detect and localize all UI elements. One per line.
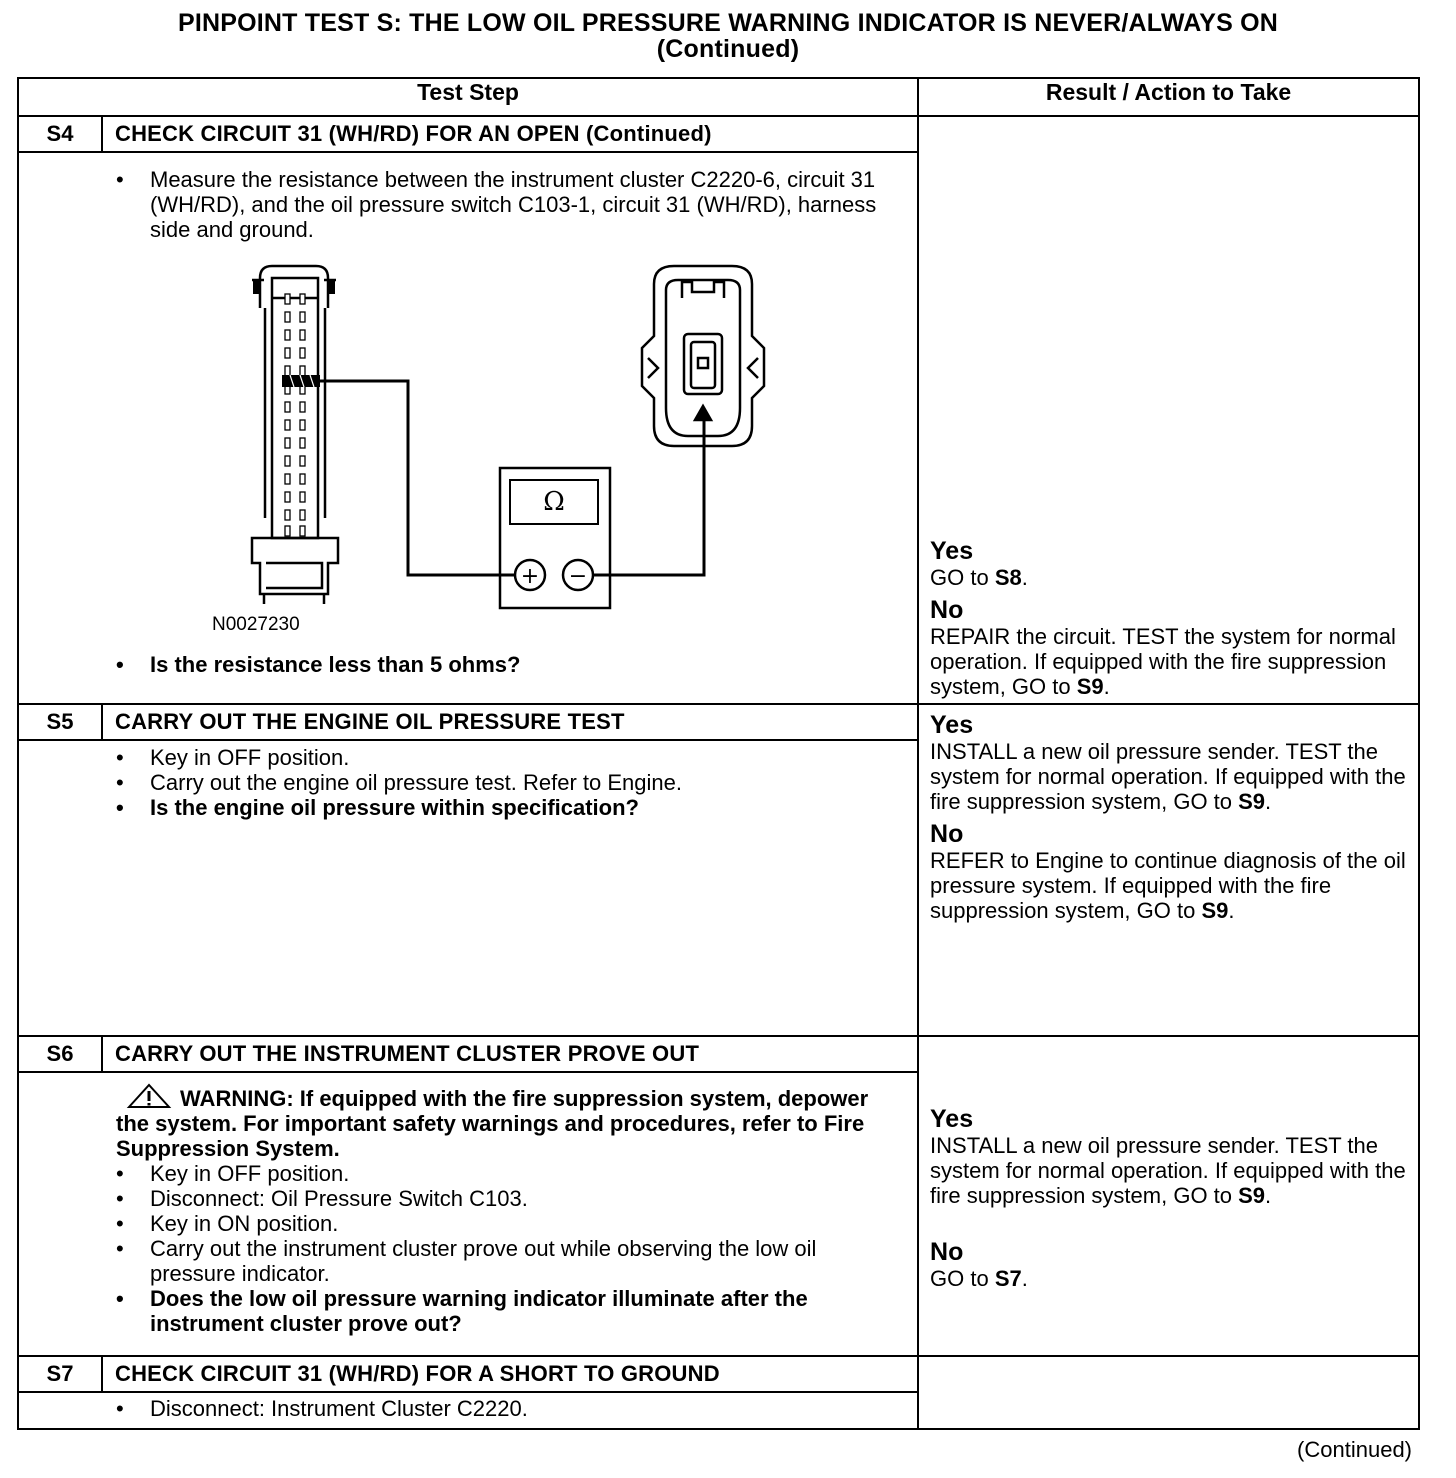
yes-text-s4: GO to S8. — [930, 565, 1028, 590]
no-label-s4: No — [930, 596, 964, 624]
s4-bullet-measure: • Measure the resistance between the instrument cluster C2220-6, circuit 31 (WH/RD), and the oil pressure switch C103-1, circuit 31 (WH/RD), harness side and ground. — [102, 167, 877, 242]
connector-pin-cells — [285, 294, 305, 536]
title-line-1: PINPOINT TEST S: THE LOW OIL PRESSURE WARNING INDICATOR IS NEVER/ALWAYS ON — [177, 9, 1279, 37]
step-title-s5: CARRY OUT THE ENGINE OIL PRESSURE TEST — [102, 704, 918, 740]
s4-question: • Is the resistance less than 5 ohms? — [102, 652, 917, 677]
step-title-s6: CARRY OUT THE INSTRUMENT CLUSTER PROVE OUT — [102, 1036, 918, 1072]
yes-text-s5: INSTALL a new oil pressure sender. TEST the system for normal operation. If equipped with the fire suppression system, GO to S9. — [930, 739, 1406, 814]
yes-text-s6: INSTALL a new oil pressure sender. TEST the system for normal operation. If equipped with the fire suppression system, GO to S9. — [930, 1133, 1406, 1208]
s7-bullet-disconnect: • Disconnect: Instrument Cluster C2220. — [102, 1396, 917, 1421]
s6-bullet-key-off: • Key in OFF position. — [102, 1161, 877, 1186]
step-body-s4 — [102, 152, 918, 704]
meter-plus-terminal: + — [520, 564, 540, 589]
s5-bullet-pressure-test: • Carry out the engine oil pressure test. Refer to Engine. — [102, 770, 917, 795]
step-s6-title-row — [18, 1036, 1419, 1072]
result-s6 — [918, 1036, 1419, 1356]
warning-triangle-icon — [126, 1083, 172, 1109]
no-text-s5: REFER to Engine to continue diagnosis of the oil pressure system. If equipped with the fire suppression system, GO to S9. — [930, 848, 1406, 923]
continued-footer: (Continued) — [1297, 1437, 1412, 1462]
s5-question: • Is the engine oil pressure within specification? — [102, 795, 917, 820]
step-s7-title-row — [18, 1356, 1419, 1392]
header-result: Result / Action to Take — [918, 78, 1419, 116]
result-s7 — [918, 1356, 1419, 1429]
no-text-s4: REPAIR the circuit. TEST the system for normal operation. If equipped with the fire suppression system, GO to S9. — [930, 624, 1396, 699]
page-title — [0, 10, 1456, 62]
no-label-s5: No — [930, 820, 964, 848]
step-title-s4: CHECK CIRCUIT 31 (WH/RD) FOR AN OPEN (Continued) — [102, 116, 918, 152]
yes-label-s5: Yes — [930, 711, 974, 739]
title-line-2: (Continued) — [656, 35, 800, 63]
instrument-cluster-connector-icon — [252, 266, 338, 604]
s6-bullet-disconnect: • Disconnect: Oil Pressure Switch C103. — [102, 1186, 877, 1211]
step-id-s7: S7 — [18, 1356, 102, 1392]
yes-label-s4: Yes — [930, 537, 974, 565]
step-s4-title-row — [18, 116, 1419, 152]
no-label-s6: No — [930, 1238, 964, 1266]
figure-id: N0027230 — [212, 614, 300, 635]
s6-question: • Does the low oil pressure warning indicator illuminate after the instrument cluster prove out? — [102, 1286, 877, 1336]
s5-bullet-key-off: • Key in OFF position. — [102, 745, 917, 770]
step-title-s7: CHECK CIRCUIT 31 (WH/RD) FOR A SHORT TO GROUND — [102, 1356, 918, 1392]
meter-ohm-symbol: Ω — [543, 487, 565, 517]
header-test-step: Test Step — [18, 78, 918, 116]
resistance-measurement-diagram — [212, 258, 812, 648]
warning-block — [102, 1083, 917, 1161]
pinpoint-test-table — [17, 77, 1420, 1430]
step-s5-title-row — [18, 704, 1419, 740]
step-id-s4: S4 — [18, 116, 102, 152]
step-id-s5: S5 — [18, 704, 102, 740]
step-body-s7 — [102, 1392, 918, 1429]
s6-bullet-prove-out: • Carry out the instrument cluster prove out while observing the low oil pressure indicator. — [102, 1236, 877, 1286]
test-lead-wires — [320, 381, 704, 575]
step-body-s6 — [102, 1072, 918, 1356]
result-s4 — [918, 116, 1419, 704]
table-header-row — [18, 78, 1419, 116]
warning-text: WARNING: If equipped with the fire suppression system, depower the system. For important safety warnings and procedures, refer to Fire Suppression System. — [116, 1086, 869, 1161]
no-text-s6: GO to S7. — [930, 1266, 1028, 1291]
step-id-s6: S6 — [18, 1036, 102, 1072]
meter-minus-terminal: − — [568, 564, 588, 589]
result-s5 — [918, 704, 1419, 1036]
yes-label-s6: Yes — [930, 1105, 974, 1133]
s6-bullet-key-on: • Key in ON position. — [102, 1211, 877, 1236]
test-probe-icon — [282, 375, 320, 387]
step-body-s5 — [102, 740, 918, 1036]
